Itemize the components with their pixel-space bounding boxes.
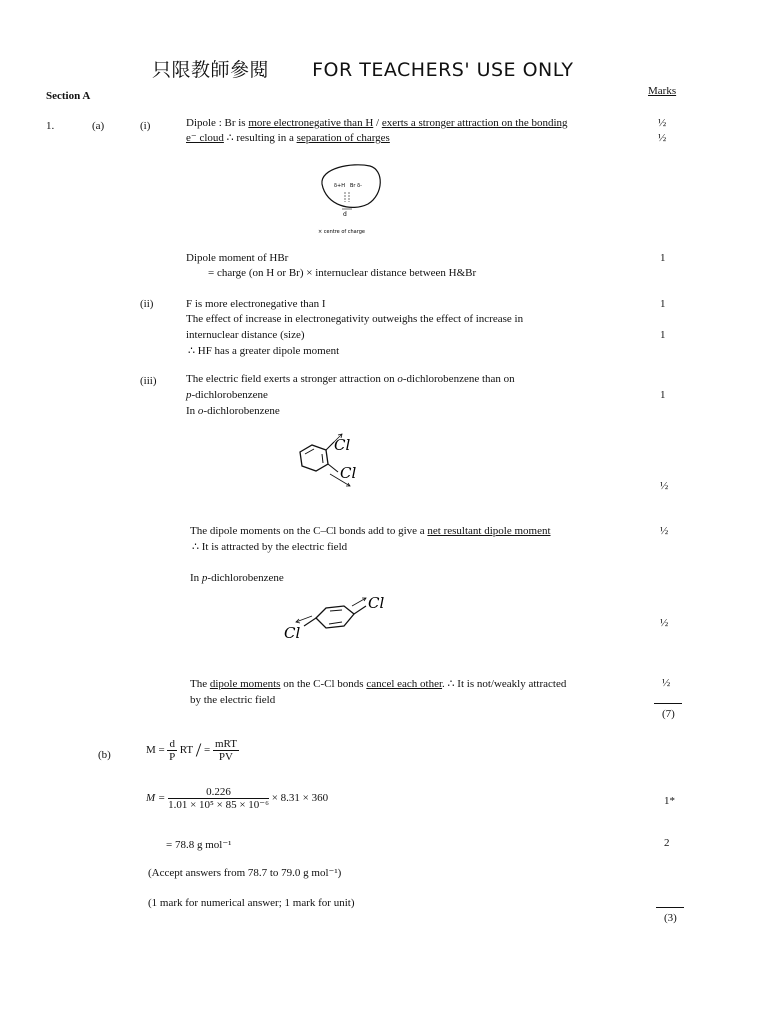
text-segment: /: [373, 117, 382, 129]
text-segment: The electric field exerts a stronger attraction on: [186, 373, 398, 385]
distance-label: d: [343, 211, 347, 218]
dipole-moment-title: Dipole moment of HBr: [186, 252, 289, 264]
numerator: 0.226: [168, 786, 269, 799]
underlined-phrase: exerts a stronger attraction on the bonding: [381, 117, 568, 129]
text-segment: Dipole : Br is: [186, 117, 249, 129]
title-english: FOR TEACHERS' USE ONLY: [312, 59, 574, 81]
chlorine-label: Cl: [368, 594, 385, 612]
text-segment: -dichlorobenzene than on: [402, 373, 515, 385]
answer-iii-line2: [186, 388, 268, 402]
para-heading: [190, 571, 284, 585]
mark: 1: [660, 298, 666, 310]
question-number: 1.: [46, 120, 55, 132]
total-rule: [656, 907, 684, 908]
fraction: [167, 738, 177, 763]
part-label-a: (a): [92, 120, 105, 132]
fraction: [213, 738, 239, 763]
calculation-equation: [146, 786, 328, 811]
italic-prefix: p: [201, 572, 208, 584]
mark: 2: [664, 837, 670, 849]
subtotal-a: (7): [662, 708, 675, 720]
para-explanation: [190, 677, 566, 691]
para-explanation-line2: by the electric field: [190, 694, 276, 706]
mark: ½: [660, 480, 669, 492]
numerator: d: [169, 738, 175, 750]
text-segment: The: [190, 678, 210, 690]
chlorine-label: Cl: [340, 464, 357, 482]
ortho-dichlorobenzene-diagram: [290, 428, 380, 496]
slash: /: [195, 739, 202, 762]
chlorine-label: Cl: [334, 436, 351, 454]
page-title: [152, 55, 573, 82]
subpart-label-ii: (ii): [140, 298, 154, 310]
marking-note: (1 mark for numerical answer; 1 mark for unit): [148, 897, 355, 909]
text-segment: The dipole moments on the C–Cl bonds add to give a: [190, 525, 428, 537]
svg-text:× centre of charge: × centre of charge: [318, 229, 365, 235]
equation-lhs: M =: [146, 744, 168, 757]
mark: 1*: [664, 795, 675, 807]
mark: 1: [660, 329, 666, 341]
underlined-phrase: net resultant dipole moment: [427, 525, 551, 537]
chlorine-label: Cl: [284, 624, 301, 642]
denominator: 1.01 × 10⁵ × 85 × 10⁻⁶: [168, 799, 269, 811]
answer-ii-line4: ∴ HF has a greater dipole moment: [188, 345, 340, 357]
mark: ½: [660, 525, 669, 537]
dipole-moment-formula: = charge (on H or Br) × internuclear distance between H&Br: [208, 267, 477, 279]
title-chinese: 只限教師參閱: [152, 59, 270, 81]
equals-sign: =: [204, 744, 211, 757]
text-segment: In: [190, 572, 202, 584]
text-segment: ∴ resulting in a: [223, 132, 297, 144]
marks-heading: Marks: [648, 85, 677, 97]
svg-text:Br δ-: Br δ-: [350, 183, 362, 189]
hbr-electron-cloud-diagram: [312, 160, 402, 240]
subpart-label-i: (i): [140, 120, 151, 132]
text-segment: -dichlorobenzene: [191, 389, 268, 401]
underlined-phrase: more electronegative than H: [248, 117, 374, 129]
mark: ½: [662, 677, 671, 689]
denominator: P: [169, 751, 176, 763]
calculation-result: = 78.8 g mol⁻¹: [166, 839, 232, 851]
numerator: mRT: [214, 738, 237, 750]
para-dichlorobenzene-diagram: [282, 592, 392, 644]
answer-ii-line2: The effect of increase in electronegativity outweighs the effect of increase in: [186, 313, 524, 325]
answer-i-line2: [186, 131, 390, 145]
italic-prefix: o: [197, 405, 204, 417]
mark: 1: [660, 252, 666, 264]
total-rule: [654, 703, 682, 704]
denominator: PV: [218, 751, 233, 763]
section-label: Section A: [46, 90, 91, 102]
equation-term: × 8.31 × 360: [271, 792, 329, 805]
ortho-explanation: [190, 524, 551, 538]
mark: 1: [660, 389, 666, 401]
mark: ½: [660, 617, 669, 629]
subtotal-b: (3): [664, 912, 677, 924]
text-segment: on the C-Cl bonds: [280, 678, 367, 690]
equation-lhs: M =: [146, 792, 169, 805]
mark: ½: [658, 132, 667, 144]
answer-iii-line1: [186, 372, 515, 386]
part-label-b: (b): [98, 749, 111, 761]
mark: ½: [658, 117, 667, 129]
text-segment: In: [186, 405, 198, 417]
underlined-phrase: e⁻ cloud: [186, 132, 224, 144]
centre-of-charge-label: centre of charge: [323, 229, 365, 235]
fraction: [168, 786, 269, 811]
ortho-heading: [186, 404, 280, 418]
accept-range-note: (Accept answers from 78.7 to 79.0 g mol⁻¹): [148, 867, 342, 879]
italic-prefix: o: [397, 373, 403, 385]
answer-i-line1: [186, 116, 568, 130]
ortho-conclusion: ∴ It is attracted by the electric field: [192, 541, 348, 553]
underlined-phrase: cancel each other: [366, 678, 443, 690]
italic-prefix: p: [186, 389, 192, 401]
text-segment: -dichlorobenzene: [203, 405, 280, 417]
answer-ii-line1: F is more electronegative than I: [186, 298, 326, 310]
underlined-phrase: separation of charges: [296, 132, 390, 144]
text-segment: -dichlorobenzene: [207, 572, 284, 584]
svg-text:δ+H: δ+H: [334, 183, 346, 189]
text-segment: . ∴ It is not/weakly attracted: [442, 678, 567, 690]
underlined-phrase: dipole moments: [209, 678, 281, 690]
equation-term: RT: [179, 744, 193, 757]
molar-mass-equation: [146, 738, 239, 763]
subpart-label-iii: (iii): [140, 375, 157, 387]
answer-ii-line3: internuclear distance (size): [186, 329, 305, 341]
